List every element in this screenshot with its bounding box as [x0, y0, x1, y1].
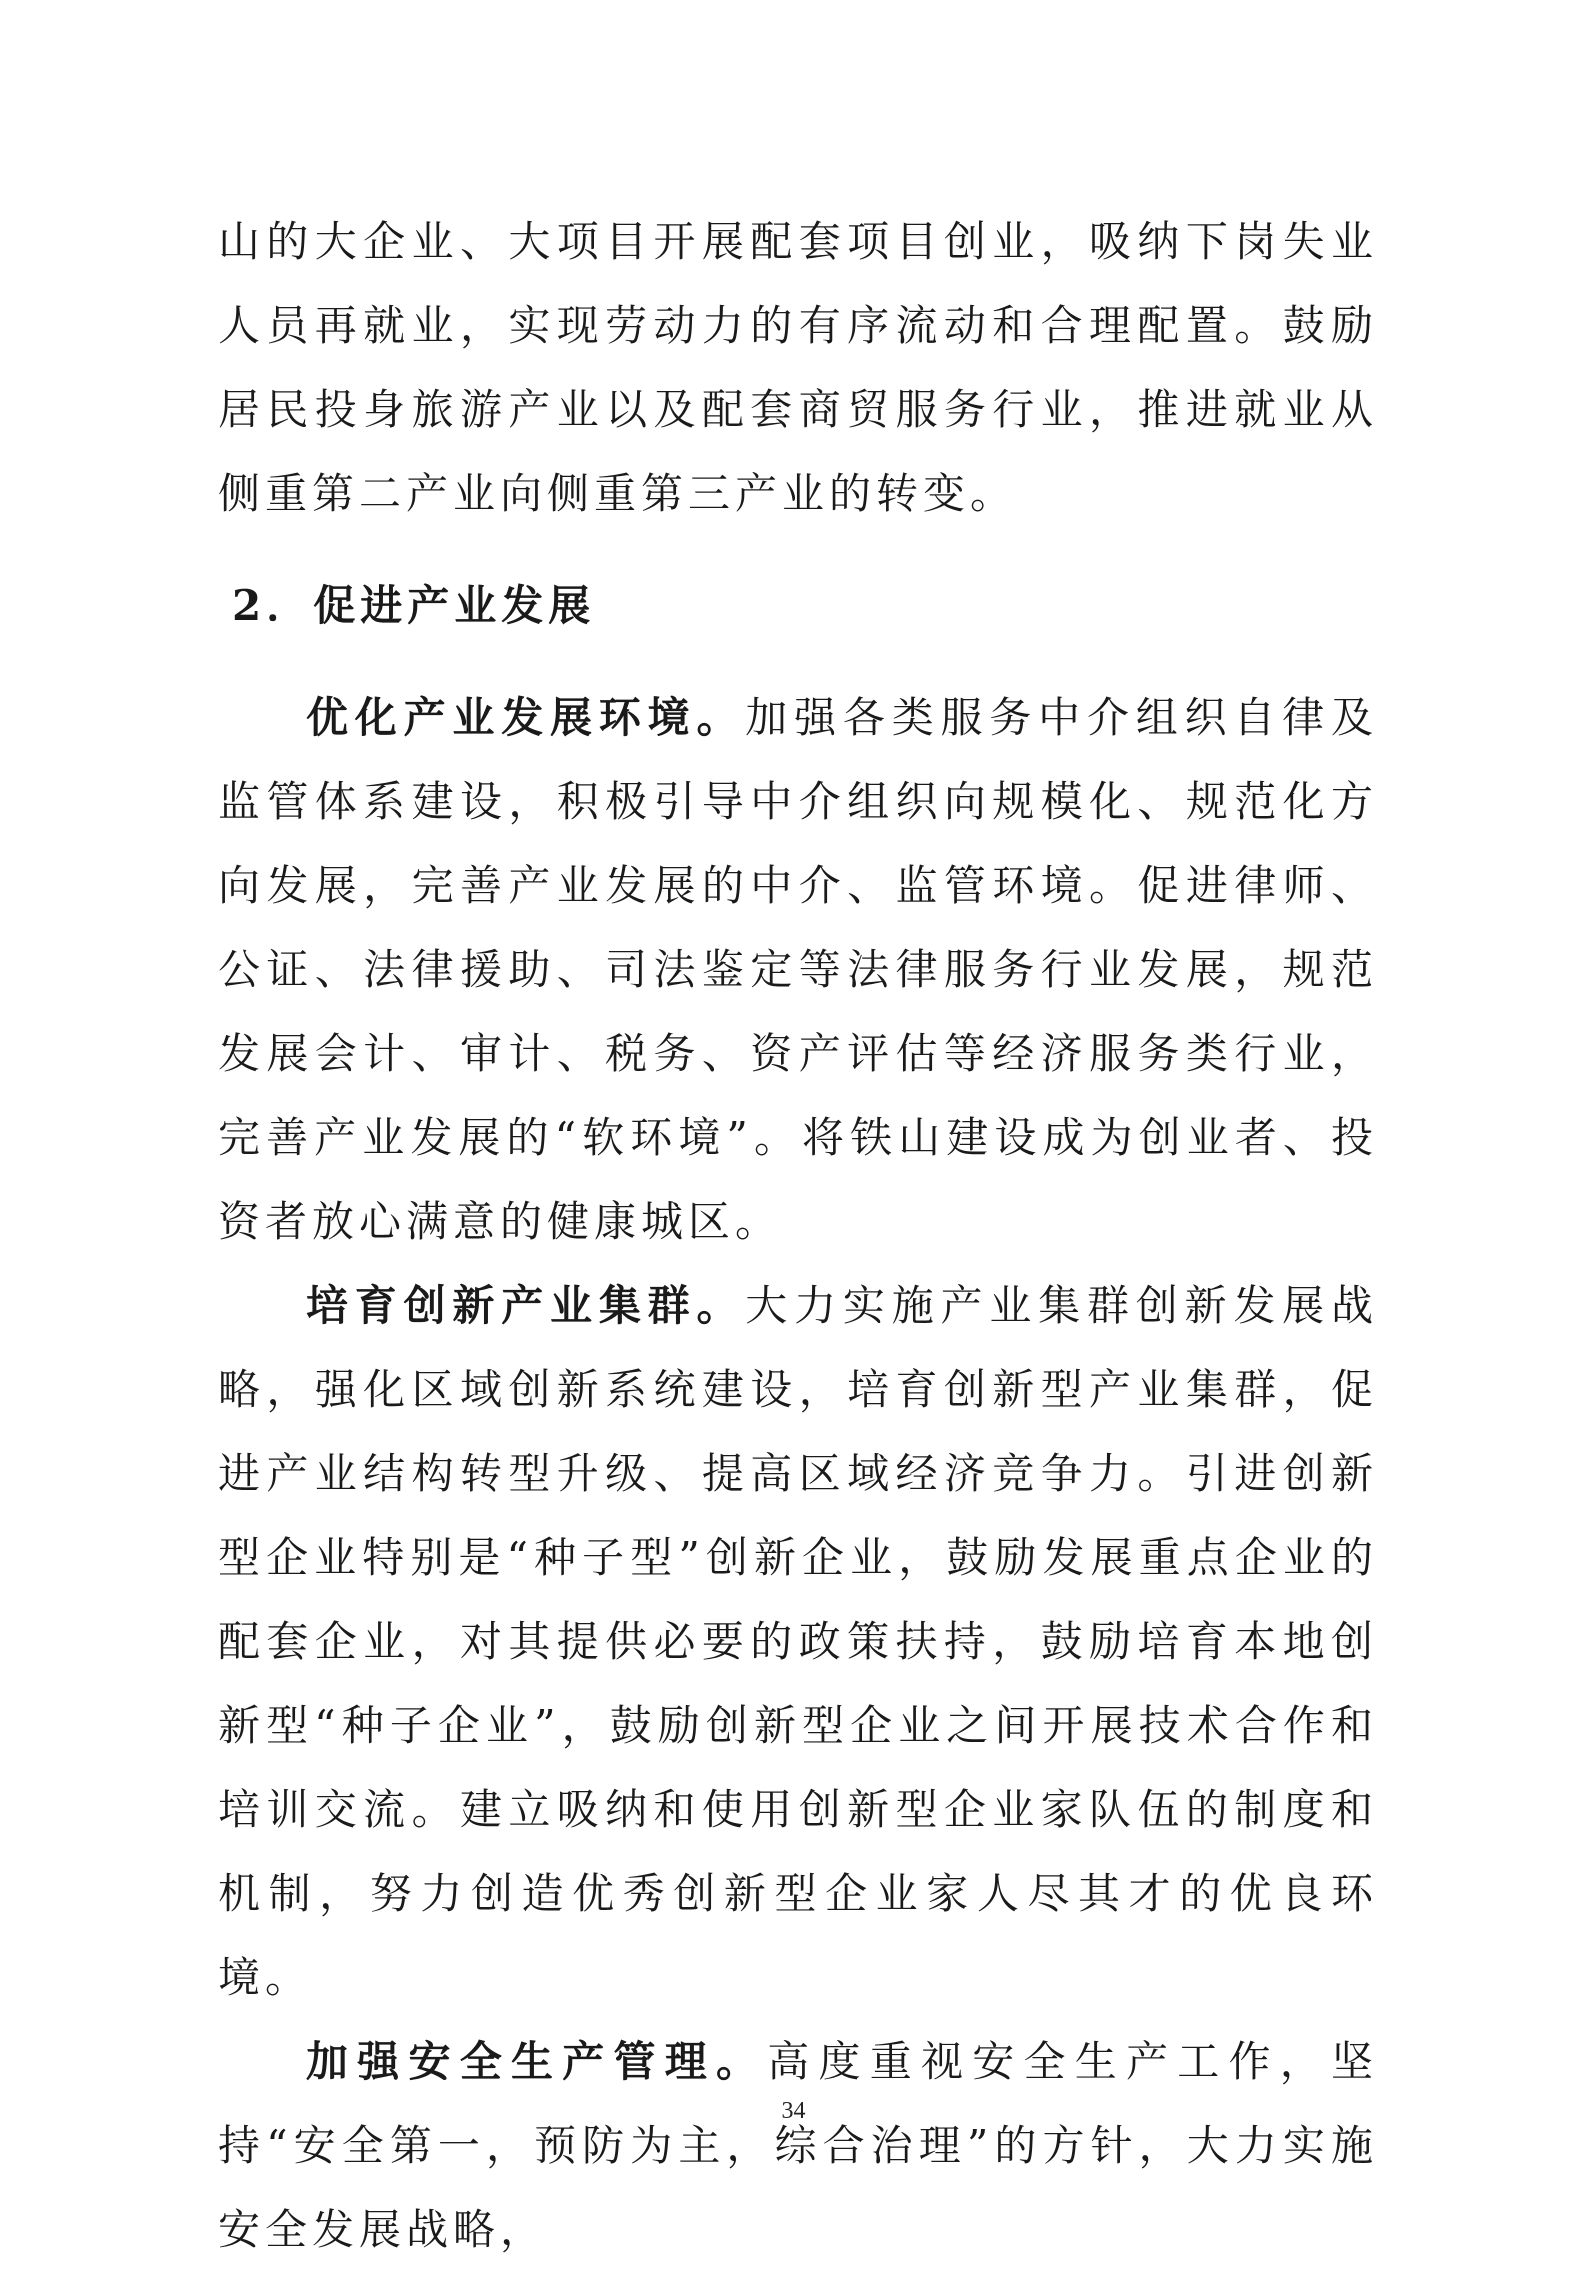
paragraph-body: 高度重视安全生产工作，坚持“安全第一，预防为主，综合治理”的方针，大力实施安全发展战略，	[218, 2037, 1378, 2254]
section-title: 促进产业发展	[313, 581, 596, 630]
section-heading	[218, 564, 1378, 648]
paragraph-lead: 加强安全生产管理。	[306, 2037, 768, 2086]
paragraph-lead: 优化产业发展环境。	[306, 693, 746, 742]
paragraph-text: 山的大企业、大项目开展配套项目创业，吸纳下岗失业人员再就业，实现劳动力的有序流动和合理配置。鼓励居民投身旅游产业以及配套商贸服务行业，推进就业从侧重第二产业向侧重第三产业的转变。	[218, 217, 1378, 518]
paragraph-innovation-cluster	[218, 1264, 1378, 2020]
page-content	[218, 200, 1378, 2272]
paragraph-body: 加强各类服务中介组织自律及监管体系建设，积极引导中介组织向规模化、规范化方向发展，完善产业发展的中介、监管环境。促进律师、公证、法律援助、司法鉴定等法律服务行业发展，规范发展会计、审计、税务、资产评估等经济服务类行业，完善产业发展的“软环境”。将铁山建设成为创业者、投资者放心满意的健康城区。	[218, 693, 1378, 1246]
paragraph-safety-management	[218, 2020, 1378, 2272]
page-number: 34	[781, 2098, 806, 2124]
paragraph-employment-continued	[218, 200, 1378, 536]
paragraph-lead: 培育创新产业集群。	[306, 1281, 746, 1330]
paragraph-optimize-environment	[218, 676, 1378, 1264]
paragraph-body: 大力实施产业集群创新发展战略，强化区域创新系统建设，培育创新型产业集群，促进产业结构转型升级、提高区域经济竞争力。引进创新型企业特别是“种子型”创新企业，鼓励发展重点企业的配套企业，对其提供必要的政策扶持，鼓励培育本地创新型“种子企业”，鼓励创新型企业之间开展技术合作和培训交流。建立吸纳和使用创新型企业家队伍的制度和机制，努力创造优秀创新型企业家人尽其才的优良环境。	[218, 1281, 1378, 2002]
section-number: 2．	[232, 581, 314, 630]
